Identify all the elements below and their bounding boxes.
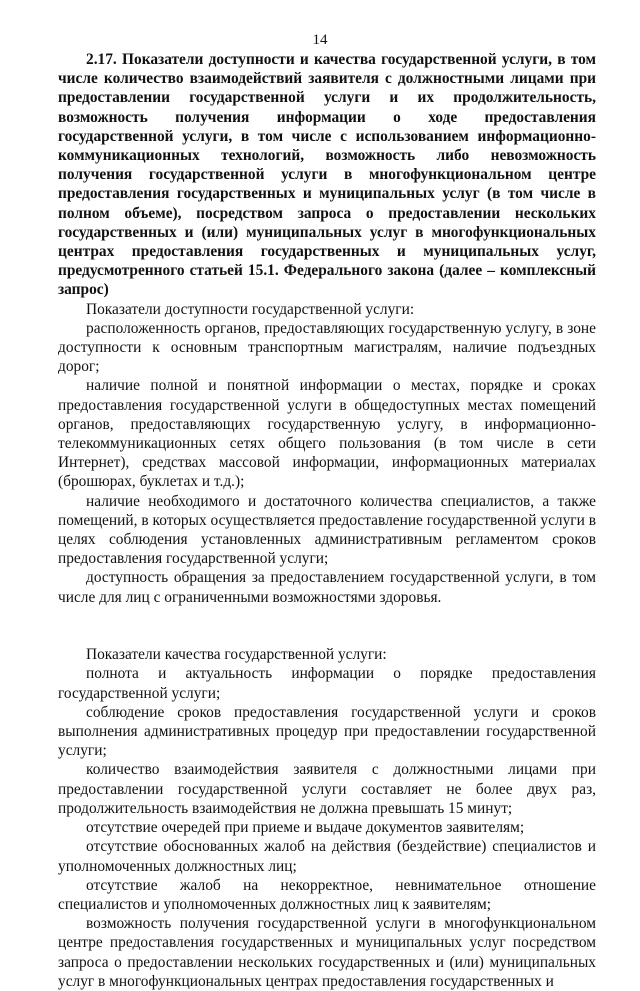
quality-item: полнота и актуальность информации о порядке предоставления государственной услуги; (58, 665, 596, 702)
availability-item: расположенность органов, предоставляющих государственную услугу, в зоне доступности к основным транспортным магистралям, наличие подъездных дорог; (58, 319, 596, 376)
paragraph-spacer (58, 626, 596, 645)
availability-title: Показатели доступности государственной услуги: (86, 300, 415, 318)
availability-item: доступность обращения за предоставлением государственной услуги, в том числе для лиц с ограниченными возможностями здоровья. (58, 569, 596, 606)
quality-item: отсутствие жалоб на некорректное, невнимательное отношение специалистов и уполномоченных должностных лиц к заявителям; (58, 876, 596, 913)
paragraph-spacer (58, 607, 596, 626)
quality-item: соблюдение сроков предоставления государственной услуги и сроков выполнения административных процедур при предоставлении государственной услуги; (58, 703, 596, 760)
quality-item: количество взаимодействия заявителя с должностными лицами при предоставлении государственной услуги составляет не более двух раз, продолжительность взаимодействия не должна превышать 15 минут; (58, 761, 596, 817)
quality-title: Показатели качества государственной услуги: (86, 646, 387, 664)
quality-item: отсутствие очередей при приеме и выдаче документов заявителям; (86, 819, 525, 837)
page-content (58, 50, 596, 991)
availability-item: наличие необходимого и достаточного количества специалистов, а также помещений, в которых осуществляется предоставление государственной услуги в целях соблюдения установленных административным регламентом сроков предоставления государственной услуги; (58, 492, 596, 568)
quality-item: возможность получения государственной услуги в многофункциональном центре предоставления государственных и муниципальных услуг посредством запроса о предоставлении нескольких государственных и (или) муниципальных услуг в многофункциональных центрах предоставления государственных и (58, 915, 596, 990)
availability-item: наличие полной и понятной информации о местах, порядке и сроках предоставления государственной услуги в общедоступных местах помещений органов, предоставляющих государственную услугу, в информационно-телекоммуникационных сетях общего пользования (в том числе в сети Интернет), средствах массовой информации, информационных материалах (брошюрах, буклетах и т.д.); (58, 377, 596, 491)
page-number: 14 (312, 32, 328, 48)
quality-item: отсутствие обоснованных жалоб на действия (бездействие) специалистов и уполномоченных должностных лиц; (58, 838, 596, 875)
section-heading: 2.17. Показатели доступности и качества государственной услуги, в том числе количество взаимодействий заявителя с должностными лицами при предоставлении государственной услуги и их продолжительность, возможность получения информации о ходе предоставления государственной услуги, в том числе с использованием информационно-коммуникационных технологий, возможность либо невозможность получения государственной услуги в многофункциональном центре предоставления государственных и муниципальных услуг (в том числе в полном объеме), посредством запроса о предоставлении нескольких государственных и (или) муниципальных услуг в многофункциональных центрах предоставления государственных и муниципальных услуг, предусмотренного статьей 15.1. Федерального закона (далее – комплексный запрос) (58, 51, 596, 299)
